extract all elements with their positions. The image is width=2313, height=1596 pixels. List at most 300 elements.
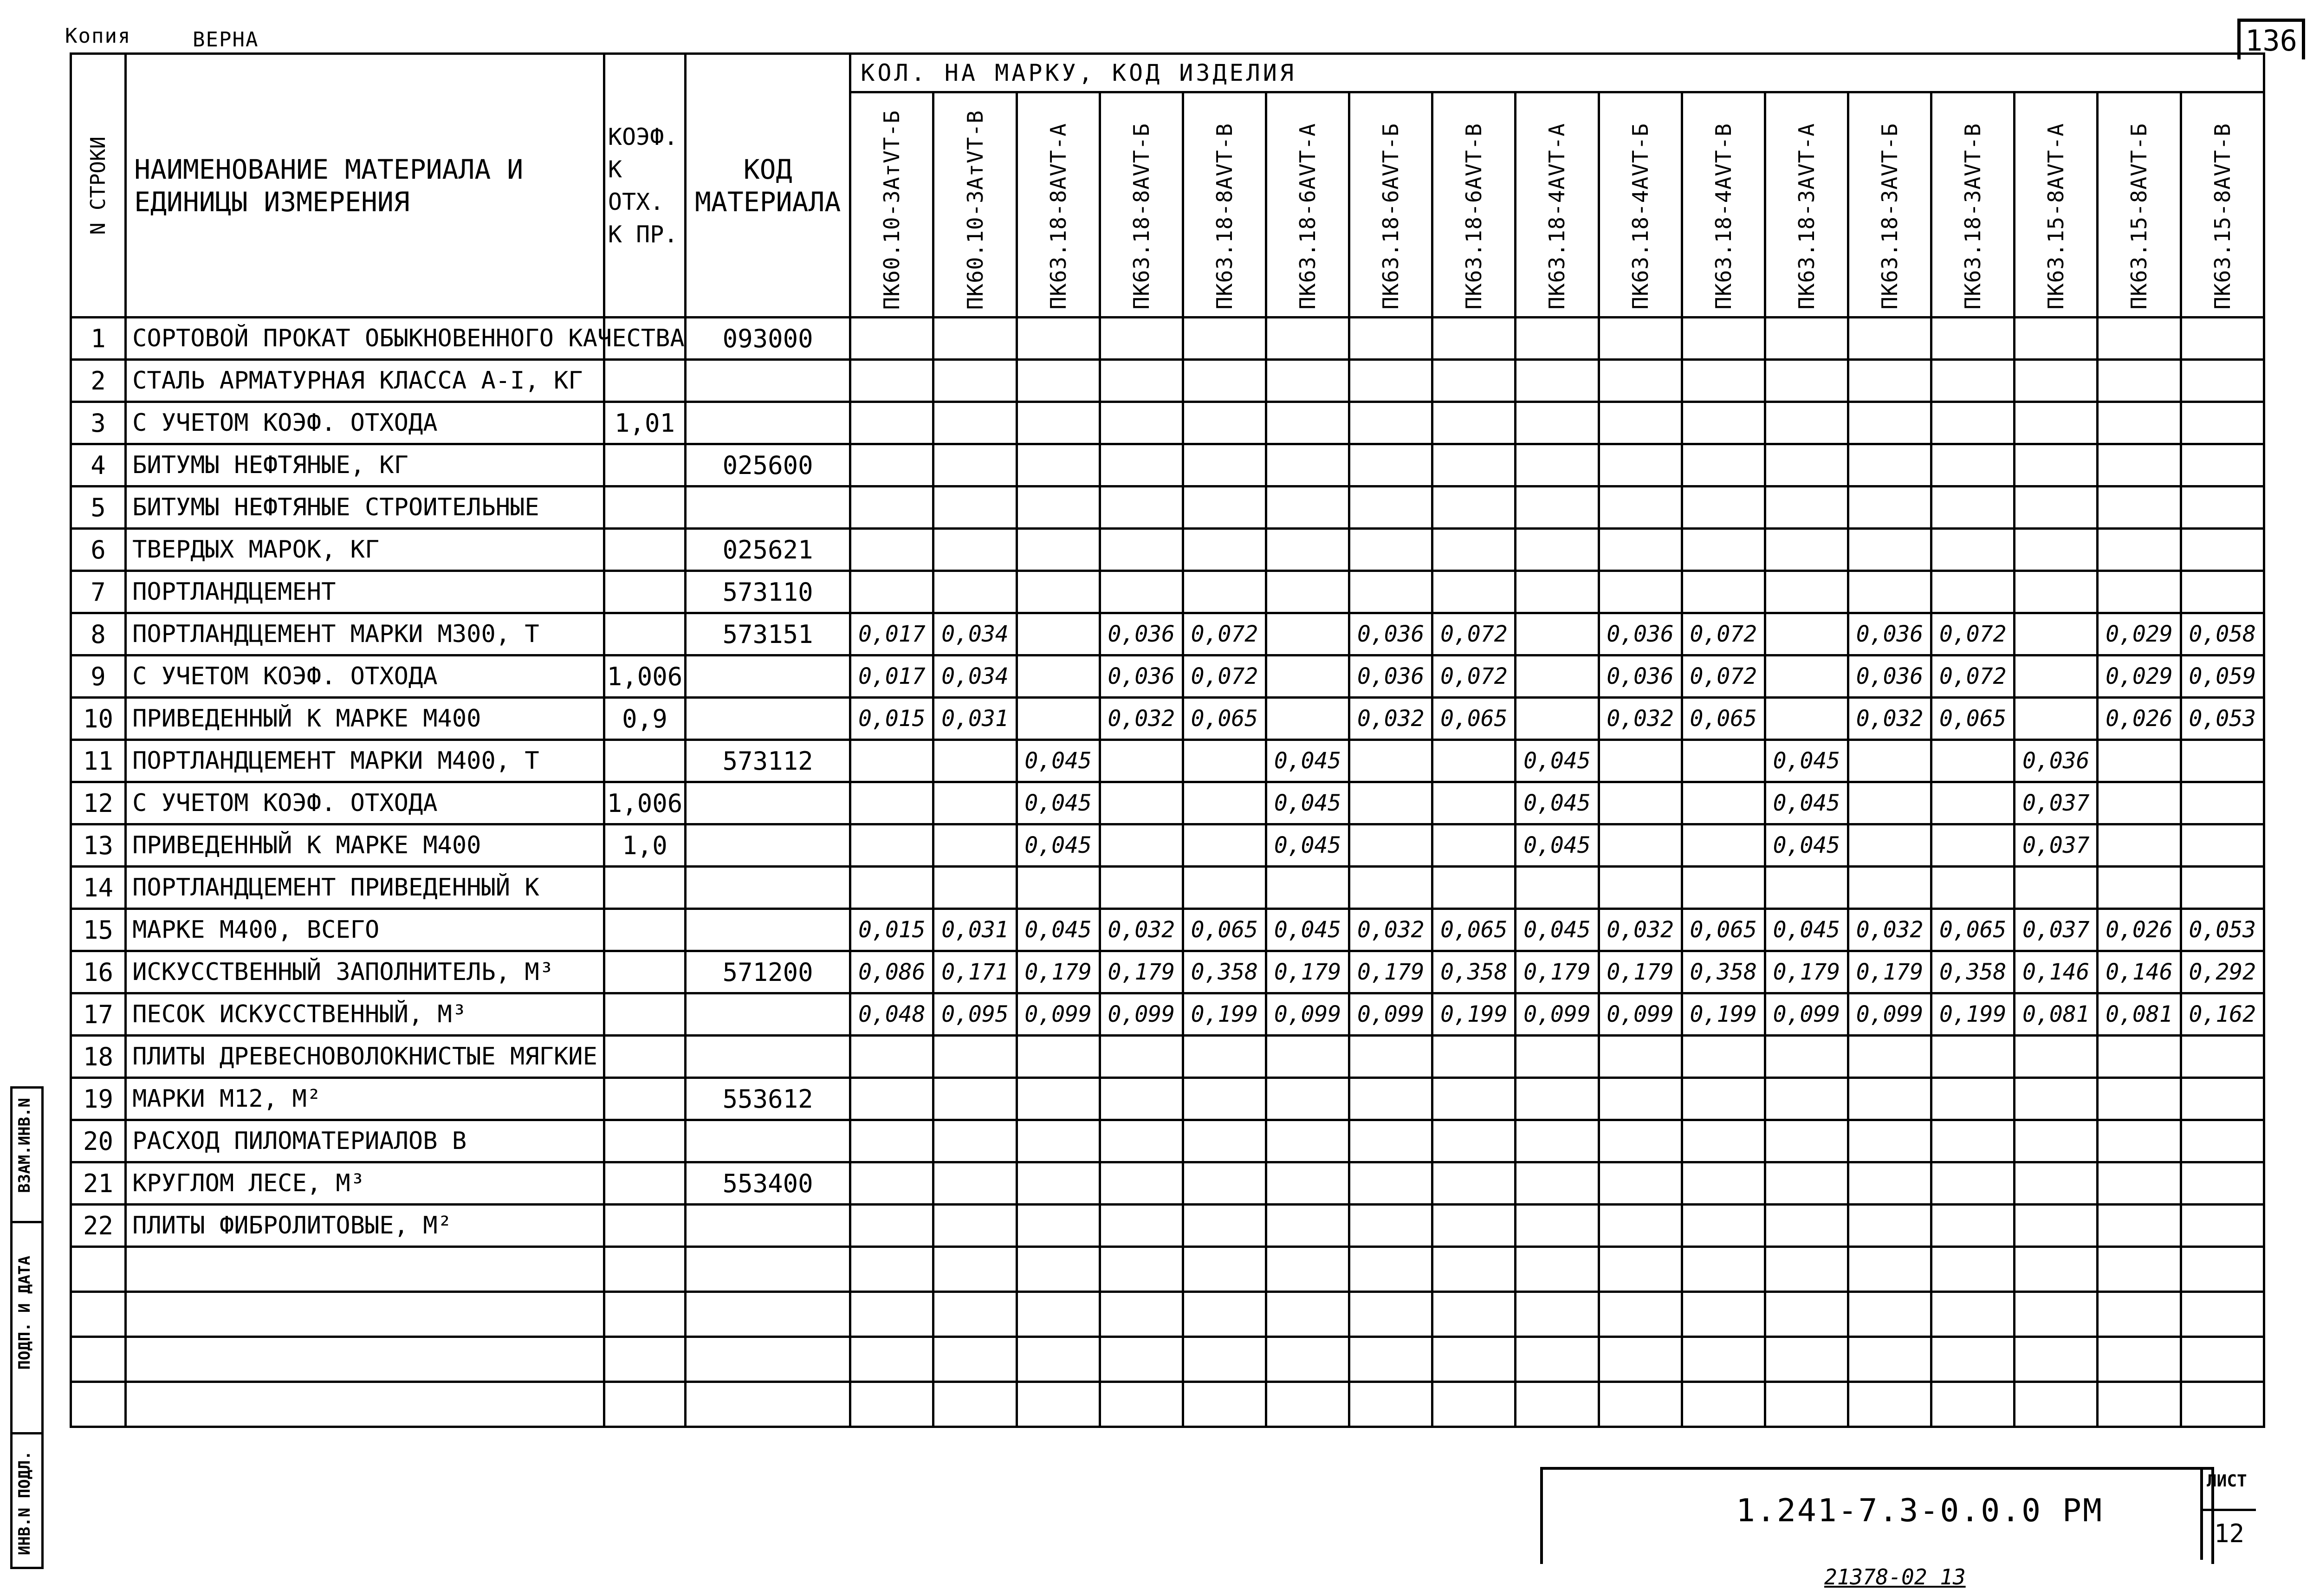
quantity-cell	[1017, 1162, 1100, 1205]
quantity-cell	[1100, 571, 1183, 613]
quantity-cell	[1848, 1120, 1931, 1162]
quantity-cell	[1599, 1036, 1682, 1078]
quantity-cell	[1432, 318, 1516, 360]
empty-cell	[71, 1337, 126, 1382]
quantity-cell	[933, 318, 1017, 360]
quantity-cell	[850, 318, 933, 360]
row-number: 9	[71, 655, 126, 698]
quantity-cell	[1931, 1205, 2015, 1247]
quantity-cell	[1848, 529, 1931, 571]
quantity-cell: 0,059	[2181, 655, 2264, 698]
quantity-cell: 0,099	[1100, 993, 1183, 1036]
quantity-cell	[2181, 1036, 2264, 1078]
quantity-cell: 0,081	[2098, 993, 2181, 1036]
quantity-cell	[850, 360, 933, 402]
quantity-cell: 0,179	[1100, 951, 1183, 993]
quantity-cell: 0,045	[1516, 782, 1599, 824]
empty-cell	[1183, 1337, 1266, 1382]
empty-cell	[1183, 1292, 1266, 1337]
table-row	[71, 867, 2264, 909]
quantity-cell: 0,081	[2015, 993, 2098, 1036]
quantity-cell	[1682, 487, 1765, 529]
quantity-cell	[1682, 1205, 1765, 1247]
empty-cell	[1848, 1292, 1931, 1337]
quantity-cell	[1432, 824, 1516, 867]
quantity-cell: 0,065	[1931, 909, 2015, 951]
quantity-cell	[1765, 698, 1848, 740]
quantity-cell	[1266, 529, 1349, 571]
quantity-cell: 0,146	[2098, 951, 2181, 993]
quantity-cell: 0,032	[1848, 909, 1931, 951]
quantity-cell	[1599, 1120, 1682, 1162]
empty-cell	[1183, 1382, 1266, 1427]
quantity-cell	[2181, 1162, 2264, 1205]
quantity-cell	[1765, 402, 1848, 444]
document-code: 1.241-7.3-0.0.0 РМ	[1736, 1492, 2103, 1529]
empty-cell	[2015, 1292, 2098, 1337]
quantity-cell	[1516, 402, 1599, 444]
empty-cell	[850, 1247, 933, 1292]
quantity-cell	[850, 1036, 933, 1078]
waste-coefficient	[604, 1205, 685, 1247]
table-row	[71, 613, 2264, 655]
waste-coefficient: 1,01	[604, 402, 685, 444]
quantity-cell	[1100, 444, 1183, 487]
empty-cell	[1599, 1382, 1682, 1427]
empty-cell	[850, 1337, 933, 1382]
material-name: ИСКУССТВЕННЫЙ ЗАПОЛНИТЕЛЬ, М³	[126, 951, 604, 993]
row-number: 3	[71, 402, 126, 444]
quantity-cell: 0,032	[1848, 698, 1931, 740]
material-code: 573110	[686, 571, 850, 613]
material-name: С УЧЕТОМ КОЭФ. ОТХОДА	[126, 782, 604, 824]
quantity-cell	[2181, 571, 2264, 613]
empty-cell	[1183, 1247, 1266, 1292]
quantity-cell	[1682, 824, 1765, 867]
quantity-cell: 0,036	[1599, 613, 1682, 655]
empty-cell	[686, 1292, 850, 1337]
quantity-cell	[2098, 529, 2181, 571]
quantity-cell	[1432, 529, 1516, 571]
empty-cell	[1432, 1382, 1516, 1427]
quantity-cell	[1931, 360, 2015, 402]
quantity-cell: 0,065	[1682, 909, 1765, 951]
table-row	[71, 698, 2264, 740]
table-row	[71, 487, 2264, 529]
material-code	[686, 360, 850, 402]
quantity-cell	[1017, 487, 1100, 529]
quantity-cell	[850, 571, 933, 613]
quantity-cell	[2098, 1078, 2181, 1120]
empty-cell	[1432, 1247, 1516, 1292]
quantity-cell	[2015, 867, 2098, 909]
quantity-cell	[1266, 613, 1349, 655]
quantity-cell	[1100, 360, 1183, 402]
row-number: 11	[71, 740, 126, 782]
quantity-cell	[1266, 867, 1349, 909]
quantity-cell	[2181, 1078, 2264, 1120]
quantity-cell	[1516, 655, 1599, 698]
quantity-cell	[1100, 867, 1183, 909]
quantity-cell	[1017, 655, 1100, 698]
quantity-cell	[1432, 1036, 1516, 1078]
quantity-cell	[1931, 782, 2015, 824]
quantity-cell	[1765, 1078, 1848, 1120]
empty-cell	[126, 1337, 604, 1382]
quantity-cell	[1100, 402, 1183, 444]
quantity-cell	[1765, 360, 1848, 402]
product-column-header: ПК63.18-6АVТ-А	[1266, 92, 1349, 318]
row-number: 21	[71, 1162, 126, 1205]
quantity-cell	[933, 1120, 1017, 1162]
material-name: БИТУМЫ НЕФТЯНЫЕ, КГ	[126, 444, 604, 487]
copy-note: Копия	[65, 24, 131, 48]
quantity-cell	[1599, 782, 1682, 824]
quantity-cell	[933, 1205, 1017, 1247]
material-code: 573112	[686, 740, 850, 782]
empty-row	[71, 1337, 2264, 1382]
quantity-cell: 0,045	[1765, 782, 1848, 824]
quantity-cell	[1682, 1036, 1765, 1078]
quantity-cell	[1765, 318, 1848, 360]
material-name: БИТУМЫ НЕФТЯНЫЕ СТРОИТЕЛЬНЫЕ	[126, 487, 604, 529]
waste-coefficient: 1,006	[604, 782, 685, 824]
quantity-cell	[850, 487, 933, 529]
material-name: ПЛИТЫ ДРЕВЕСНОВОЛОКНИСТЫЕ МЯГКИЕ	[126, 1036, 604, 1078]
quantity-cell	[1599, 1205, 1682, 1247]
product-column-header: ПК63.18-8АVТ-Б	[1100, 92, 1183, 318]
quantity-cell	[1599, 740, 1682, 782]
quantity-cell	[1931, 529, 2015, 571]
quantity-cell: 0,358	[1931, 951, 2015, 993]
empty-cell	[1848, 1247, 1931, 1292]
table-row	[71, 318, 2264, 360]
quantity-cell: 0,179	[1266, 951, 1349, 993]
quantity-cell	[933, 740, 1017, 782]
quantity-cell: 0,179	[1765, 951, 1848, 993]
quantity-cell	[1848, 824, 1931, 867]
quantity-cell	[1848, 318, 1931, 360]
waste-coefficient	[604, 444, 685, 487]
empty-cell	[126, 1292, 604, 1337]
empty-cell	[1931, 1337, 2015, 1382]
quantity-cell	[2015, 1036, 2098, 1078]
quantity-cell: 0,036	[1100, 613, 1183, 655]
quantity-cell	[1349, 402, 1432, 444]
quantity-cell: 0,065	[1432, 698, 1516, 740]
empty-cell	[1848, 1337, 1931, 1382]
quantity-cell: 0,179	[1017, 951, 1100, 993]
empty-cell	[604, 1337, 685, 1382]
quantity-cell	[2181, 529, 2264, 571]
quantity-cell	[2015, 1162, 2098, 1205]
quantity-cell: 0,072	[1682, 655, 1765, 698]
quantity-cell	[1183, 867, 1266, 909]
quantity-cell	[1516, 444, 1599, 487]
verified-note: ВЕРНА	[193, 28, 259, 52]
material-name: СТАЛЬ АРМАТУРНАЯ КЛАССА А-I, КГ	[126, 360, 604, 402]
material-code	[686, 1205, 850, 1247]
quantity-cell	[2181, 1205, 2264, 1247]
quantity-cell	[933, 1078, 1017, 1120]
quantity-cell	[1516, 613, 1599, 655]
quantity-cell: 0,199	[1682, 993, 1765, 1036]
quantity-cell: 0,029	[2098, 613, 2181, 655]
archive-number: 21378-02 13	[1824, 1564, 1966, 1590]
quantity-cell	[1848, 444, 1931, 487]
row-number: 16	[71, 951, 126, 993]
empty-cell	[1349, 1247, 1432, 1292]
quantity-cell	[1183, 1036, 1266, 1078]
material-code	[686, 824, 850, 867]
empty-cell	[1931, 1382, 2015, 1427]
quantity-cell	[1183, 740, 1266, 782]
row-number: 1	[71, 318, 126, 360]
material-name: ПОРТЛАНДЦЕМЕНТ МАРКИ М300, Т	[126, 613, 604, 655]
empty-cell	[1682, 1337, 1765, 1382]
quantity-cell	[2015, 571, 2098, 613]
quantity-cell: 0,045	[1516, 740, 1599, 782]
quantity-cell: 0,179	[1349, 951, 1432, 993]
empty-cell	[1682, 1292, 1765, 1337]
quantity-cell	[1349, 1205, 1432, 1247]
quantity-cell: 0,032	[1599, 909, 1682, 951]
quantity-cell: 0,045	[1516, 824, 1599, 867]
quantity-cell	[1599, 1078, 1682, 1120]
product-column-header: ПК63.15-8АVТ-Б	[2098, 92, 2181, 318]
quantity-cell	[1183, 1205, 1266, 1247]
quantity-cell	[2098, 360, 2181, 402]
quantity-cell	[1432, 1078, 1516, 1120]
table-row	[71, 655, 2264, 698]
quantity-cell	[1931, 571, 2015, 613]
quantity-cell	[1266, 655, 1349, 698]
waste-coefficient	[604, 1078, 685, 1120]
quantity-cell	[1017, 318, 1100, 360]
quantity-cell	[1266, 1205, 1349, 1247]
empty-cell	[126, 1382, 604, 1427]
quantity-cell	[1183, 444, 1266, 487]
empty-cell	[2098, 1337, 2181, 1382]
empty-cell	[1266, 1247, 1349, 1292]
quantity-cell	[1183, 1078, 1266, 1120]
quantity-cell	[1266, 698, 1349, 740]
quantity-cell	[1183, 782, 1266, 824]
quantity-cell	[933, 529, 1017, 571]
material-code: 553612	[686, 1078, 850, 1120]
empty-cell	[2098, 1247, 2181, 1292]
waste-coefficient	[604, 951, 685, 993]
quantity-cell	[1017, 1120, 1100, 1162]
row-number: 6	[71, 529, 126, 571]
quantity-cell: 0,171	[933, 951, 1017, 993]
material-name: ПОРТЛАНДЦЕМЕНТ	[126, 571, 604, 613]
table-row	[71, 571, 2264, 613]
waste-coefficient	[604, 613, 685, 655]
quantity-cell	[1848, 782, 1931, 824]
quantity-cell: 0,053	[2181, 698, 2264, 740]
quantity-cell	[933, 487, 1017, 529]
waste-coefficient	[604, 1120, 685, 1162]
quantity-cell	[1682, 1162, 1765, 1205]
quantity-cell	[1183, 1120, 1266, 1162]
row-number: 22	[71, 1205, 126, 1247]
sheet-number: 12	[2214, 1519, 2245, 1548]
quantity-cell	[1682, 1078, 1765, 1120]
quantity-cell	[1349, 824, 1432, 867]
quantity-cell	[1266, 1078, 1349, 1120]
product-column-header: ПК63.18-4АVТ-А	[1516, 92, 1599, 318]
quantity-cell	[850, 1205, 933, 1247]
material-name: ПРИВЕДЕННЫЙ К МАРКЕ М400	[126, 824, 604, 867]
quantity-cell	[1765, 571, 1848, 613]
quantity-cell	[1432, 571, 1516, 613]
quantity-cell: 0,017	[850, 613, 933, 655]
empty-cell	[1017, 1292, 1100, 1337]
table-row	[71, 1162, 2264, 1205]
quantity-cell	[1100, 487, 1183, 529]
quantity-cell: 0,358	[1682, 951, 1765, 993]
quantity-cell	[1599, 402, 1682, 444]
empty-cell	[1599, 1292, 1682, 1337]
quantity-cell	[1349, 867, 1432, 909]
quantity-cell	[1931, 1078, 2015, 1120]
table-row	[71, 1205, 2264, 1247]
quantity-cell	[850, 1120, 933, 1162]
product-column-header: ПК63.18-8АVТ-А	[1017, 92, 1100, 318]
quantity-cell	[1100, 1036, 1183, 1078]
quantity-cell	[1183, 318, 1266, 360]
quantity-cell	[933, 402, 1017, 444]
quantity-cell: 0,099	[1017, 993, 1100, 1036]
product-column-header: ПК63.18-4АVТ-Б	[1599, 92, 1682, 318]
quantity-cell	[1017, 1205, 1100, 1247]
quantity-cell	[1017, 613, 1100, 655]
quantity-cell	[1848, 402, 1931, 444]
quantity-cell	[1183, 1162, 1266, 1205]
quantity-cell	[2015, 1078, 2098, 1120]
quantity-cell	[1100, 1078, 1183, 1120]
empty-cell	[2015, 1247, 2098, 1292]
quantity-cell	[1931, 444, 2015, 487]
quantity-cell	[1017, 360, 1100, 402]
quantity-cell: 0,358	[1432, 951, 1516, 993]
quantity-cell	[1100, 1162, 1183, 1205]
table-row	[71, 909, 2264, 951]
quantity-cell	[1100, 740, 1183, 782]
empty-cell	[1100, 1382, 1183, 1427]
material-name: КРУГЛОМ ЛЕСЕ, М³	[126, 1162, 604, 1205]
empty-cell	[2181, 1247, 2264, 1292]
waste-coefficient	[604, 529, 685, 571]
quantity-cell	[1100, 1120, 1183, 1162]
coefficient-header: КОЭФ. К ОТХ. К ПР.	[604, 54, 685, 318]
quantity-cell	[1266, 318, 1349, 360]
sheet-divider	[2200, 1509, 2256, 1511]
quantity-cell: 0,058	[2181, 613, 2264, 655]
quantity-cell	[933, 571, 1017, 613]
quantity-cell	[1183, 402, 1266, 444]
row-number: 19	[71, 1078, 126, 1120]
quantity-cell	[1266, 1162, 1349, 1205]
quantity-cell	[1848, 360, 1931, 402]
quantity-cell	[2181, 824, 2264, 867]
quantity-cell	[1931, 487, 2015, 529]
material-name: ПОРТЛАНДЦЕМЕНТ ПРИВЕДЕННЫЙ К	[126, 867, 604, 909]
quantity-cell: 0,146	[2015, 951, 2098, 993]
quantity-cell: 0,099	[1266, 993, 1349, 1036]
empty-cell	[1432, 1337, 1516, 1382]
quantity-cell	[1682, 402, 1765, 444]
quantity-cell	[1266, 360, 1349, 402]
empty-cell	[2181, 1292, 2264, 1337]
material-code: 553400	[686, 1162, 850, 1205]
quantity-cell	[1349, 487, 1432, 529]
table-row	[71, 444, 2264, 487]
quantity-cell: 0,034	[933, 613, 1017, 655]
quantity-cell	[1432, 867, 1516, 909]
row-number: 14	[71, 867, 126, 909]
quantity-cell	[1516, 867, 1599, 909]
quantity-cell	[1349, 571, 1432, 613]
quantity-cell	[1931, 1162, 2015, 1205]
quantity-cell	[850, 1078, 933, 1120]
empty-cell	[1516, 1247, 1599, 1292]
empty-cell	[1349, 1292, 1432, 1337]
quantity-cell: 0,045	[1017, 824, 1100, 867]
quantity-cell: 0,026	[2098, 698, 2181, 740]
quantity-cell	[2098, 318, 2181, 360]
quantity-cell	[1599, 1162, 1682, 1205]
quantity-cell: 0,179	[1848, 951, 1931, 993]
waste-coefficient: 1,0	[604, 824, 685, 867]
quantity-cell	[1516, 1120, 1599, 1162]
quantity-cell	[1183, 571, 1266, 613]
quantity-cell	[1017, 1078, 1100, 1120]
empty-cell	[604, 1247, 685, 1292]
quantity-cell	[1765, 867, 1848, 909]
quantity-cell	[2181, 318, 2264, 360]
empty-cell	[933, 1292, 1017, 1337]
waste-coefficient	[604, 1162, 685, 1205]
empty-cell	[1017, 1247, 1100, 1292]
quantity-cell: 0,045	[1765, 740, 1848, 782]
quantity-cell	[933, 1162, 1017, 1205]
quantity-cell: 0,065	[1432, 909, 1516, 951]
quantity-cell	[1017, 529, 1100, 571]
quantity-cell	[2015, 444, 2098, 487]
quantity-cell	[2098, 444, 2181, 487]
quantity-cell: 0,072	[1432, 613, 1516, 655]
quantity-cell	[2015, 698, 2098, 740]
row-number: 5	[71, 487, 126, 529]
quantity-cell	[2098, 867, 2181, 909]
quantity-cell	[1266, 1036, 1349, 1078]
empty-cell	[686, 1382, 850, 1427]
material-code	[686, 402, 850, 444]
material-code: 025600	[686, 444, 850, 487]
quantity-cell: 0,199	[1432, 993, 1516, 1036]
quantity-cell	[2181, 740, 2264, 782]
quantity-cell: 0,045	[1017, 909, 1100, 951]
empty-row	[71, 1247, 2264, 1292]
quantity-cell	[1765, 1120, 1848, 1162]
empty-cell	[1516, 1382, 1599, 1427]
quantity-cell	[1848, 867, 1931, 909]
quantity-cell	[933, 782, 1017, 824]
quantity-cell	[1931, 402, 2015, 444]
table-row	[71, 993, 2264, 1036]
